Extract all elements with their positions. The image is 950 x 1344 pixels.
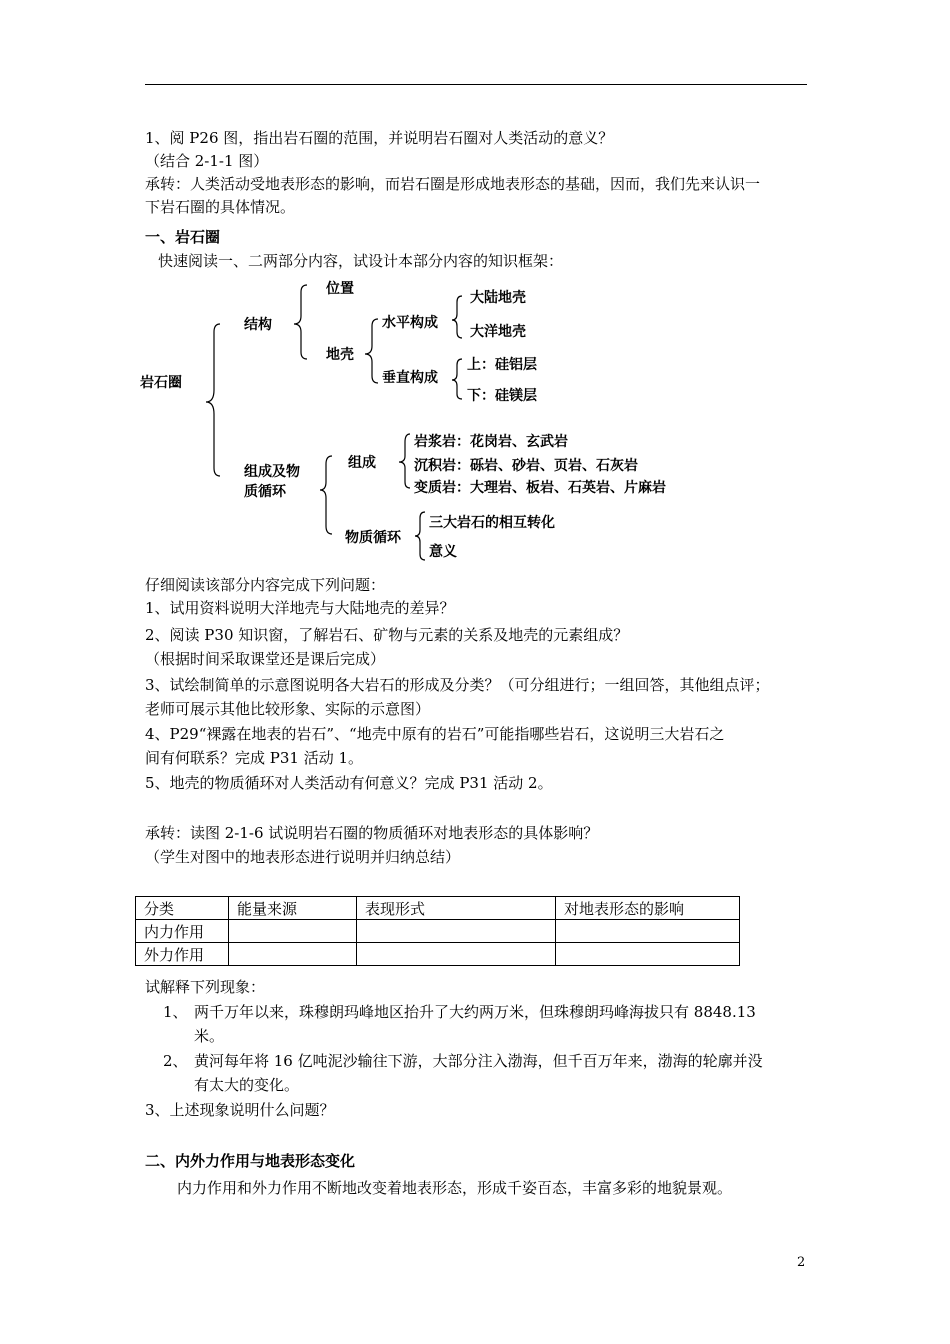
table-header-row xyxy=(136,897,740,920)
material-cycle-brace xyxy=(415,512,425,560)
header-rule xyxy=(145,84,807,85)
question-intro-1: 1、阅 P26 图，指出岩石圈的范围，并说明岩石圈对人类活动的意义？ xyxy=(145,129,614,147)
tree-upper-layer: 上：硅铝层 xyxy=(467,357,537,373)
tree-composition-cycle-label-2: 质循环 xyxy=(244,484,286,500)
transition-2-line-2: （学生对图中的地表形态进行说明并归纳总结） xyxy=(145,848,461,866)
root-brace xyxy=(206,324,220,476)
explain-item-3: 3、上述现象说明什么问题？ xyxy=(145,1101,335,1119)
table-cell[interactable] xyxy=(556,943,740,966)
table-cell[interactable] xyxy=(229,943,357,966)
tree-structure-label: 结构 xyxy=(244,317,272,333)
composition-brace xyxy=(399,434,410,488)
tree-horizontal-label: 水平构成 xyxy=(382,315,438,331)
question-intro-2: （结合 2-1-1 图） xyxy=(145,152,269,170)
tree-composition-label: 组成 xyxy=(348,455,376,471)
transition-text-1: 承转：人类活动受地表形态的影响，而岩石圈是形成地表形态的基础，因而，我们先来认识一 xyxy=(145,175,761,193)
questions-intro: 仔细阅读该部分内容完成下列问题： xyxy=(145,576,386,594)
structure-brace xyxy=(294,285,307,359)
page-number: 2 xyxy=(797,1255,806,1270)
transition-2-line-1: 承转：读图 2-1-6 试说明岩石圈的物质循环对地表形态的具体影响？ xyxy=(145,824,599,842)
explain-item-2-text: 黄河每年将 16 亿吨泥沙输往下游，大部分注入渤海，但千百万年来，渤海的轮廓并没 xyxy=(194,1052,763,1070)
explain-item-1-cont: 米。 xyxy=(194,1027,225,1045)
tree-composition-cycle-label-1: 组成及物 xyxy=(244,464,300,480)
question-2: 2、阅读 P30 知识窗，了解岩石、矿物与元素的关系及地壳的元素组成？ xyxy=(145,626,629,644)
section-intro: 快速阅读一、二两部分内容，试设计本部分内容的知识框架： xyxy=(158,252,564,270)
question-2-note: （根据时间采取课堂还是课后完成） xyxy=(145,650,386,668)
question-4-cont: 间有何联系？完成 P31 活动 1。 xyxy=(145,749,364,767)
vertical-brace xyxy=(452,359,462,399)
tree-lower-layer: 下：硅镁层 xyxy=(467,388,537,404)
tree-position-label: 位置 xyxy=(326,281,354,297)
tree-metamorphic-rocks: 变质岩：大理岩、板岩、石英岩、片麻岩 xyxy=(414,480,666,496)
transition-text-2: 下岩石圈的具体情况。 xyxy=(145,198,296,216)
table-header-cell: 分类 xyxy=(136,897,229,920)
explain-intro: 试解释下列现象： xyxy=(145,978,266,996)
table-cell[interactable] xyxy=(357,920,556,943)
table-row xyxy=(136,943,740,966)
knowledge-tree-diagram xyxy=(140,272,740,572)
table-header-cell: 能量来源 xyxy=(229,897,357,920)
tree-crust-label: 地壳 xyxy=(326,347,354,363)
question-5: 5、地壳的物质循环对人类活动有何意义？完成 P31 活动 2。 xyxy=(145,774,553,792)
table-cell: 外力作用 xyxy=(136,943,229,966)
tree-igneous-rocks: 岩浆岩：花岗岩、玄武岩 xyxy=(414,434,568,450)
tree-material-cycle-label: 物质循环 xyxy=(345,530,401,546)
horizontal-brace xyxy=(452,296,462,338)
forces-table xyxy=(135,896,740,966)
tree-sedimentary-rocks: 沉积岩：砾岩、砂岩、页岩、石灰岩 xyxy=(414,458,638,474)
composition-cycle-brace xyxy=(320,456,332,534)
table-cell[interactable] xyxy=(229,920,357,943)
explain-item-2-number: 2、 xyxy=(163,1052,188,1070)
tree-significance: 意义 xyxy=(429,544,457,560)
tree-root-label: 岩石圈 xyxy=(140,375,182,391)
explain-item-1-text: 两千万年以来，珠穆朗玛峰地区抬升了大约两万米，但珠穆朗玛峰海拔只有 8848.13 xyxy=(194,1003,756,1021)
tree-rock-conversion: 三大岩石的相互转化 xyxy=(429,515,555,531)
question-3-cont: 老师可展示其他比较形象、实际的示意图） xyxy=(145,700,431,718)
explain-item-1-number: 1、 xyxy=(163,1003,188,1021)
question-3: 3、试绘制简单的示意图说明各大岩石的形成及分类？（可分组进行；一组回答，其他组点评； xyxy=(145,676,770,694)
tree-vertical-label: 垂直构成 xyxy=(382,370,438,386)
table-cell[interactable] xyxy=(556,920,740,943)
section-heading-lithosphere: 一、岩石圈 xyxy=(145,228,221,246)
crust-brace xyxy=(365,319,378,383)
table-cell: 内力作用 xyxy=(136,920,229,943)
question-4: 4、P29“裸露在地表的岩石”、“地壳中原有的岩石”可能指哪些岩石，这说明三大岩石之 xyxy=(145,725,725,743)
table-header-cell: 表现形式 xyxy=(357,897,556,920)
explain-item-2-cont: 有太大的变化。 xyxy=(194,1076,300,1094)
table-cell[interactable] xyxy=(357,943,556,966)
section-2-body: 内力作用和外力作用不断地改变着地表形态，形成千姿百态，丰富多彩的地貌景观。 xyxy=(177,1179,733,1197)
section-heading-forces: 二、内外力作用与地表形态变化 xyxy=(145,1152,356,1170)
tree-oceanic-crust: 大洋地壳 xyxy=(470,324,526,340)
table-header-cell: 对地表形态的影响 xyxy=(556,897,740,920)
table-row xyxy=(136,920,740,943)
question-1: 1、试用资料说明大洋地壳与大陆地壳的差异？ xyxy=(145,599,455,617)
tree-continental-crust: 大陆地壳 xyxy=(470,290,526,306)
